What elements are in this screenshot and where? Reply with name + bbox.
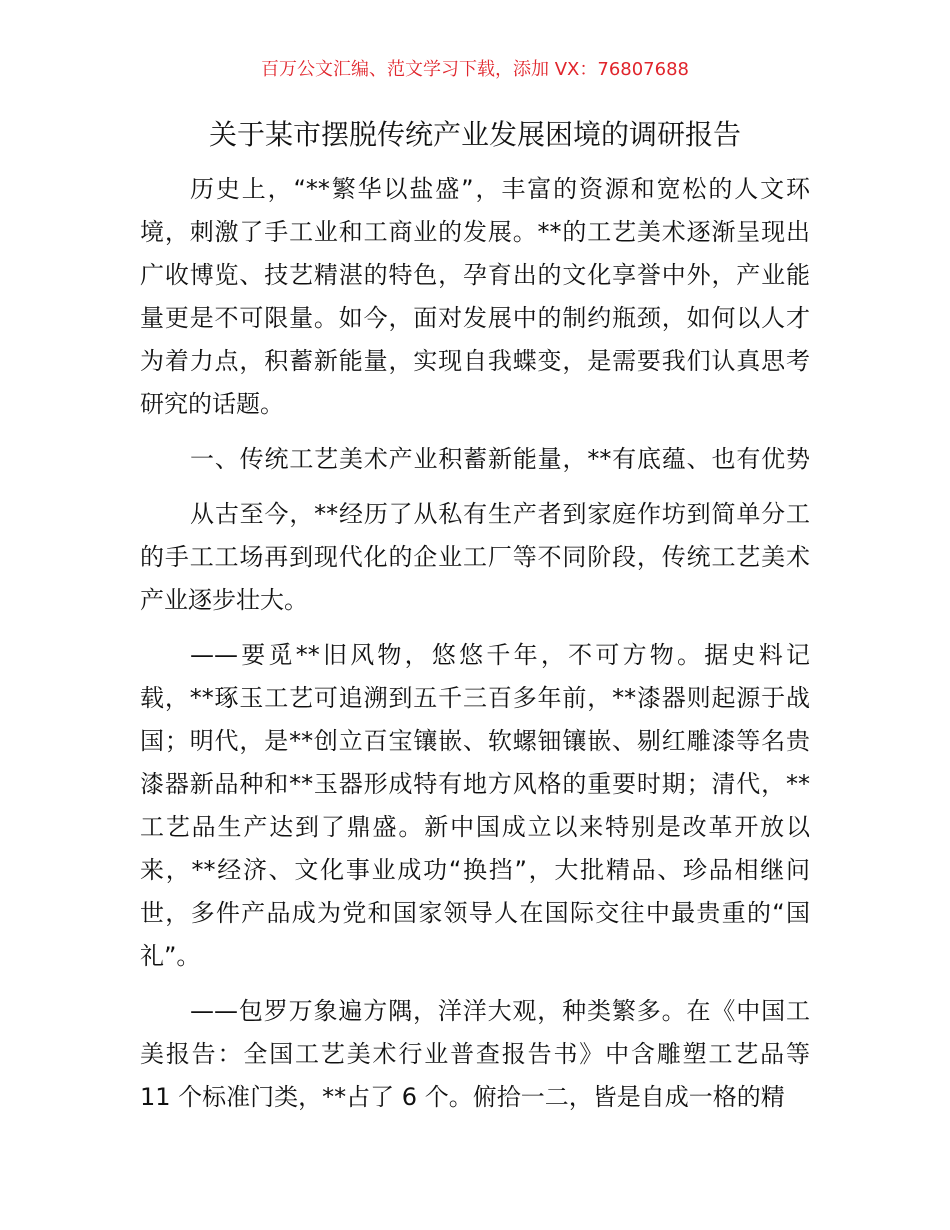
- text-line: 为着力点，积蓄新能量，实现自我蝶变，是需要我们认真思考: [140, 347, 810, 375]
- text-line: 一、传统工艺美术产业积蓄新能量，**有底蕴、也有优势: [190, 445, 810, 473]
- text-line: 境，刺激了手工业和工商业的发展。**的工艺美术逐渐呈现出: [140, 218, 810, 246]
- text-line: ——包罗万象遍方隅，洋洋大观，种类繁多。在《中国工: [190, 997, 810, 1025]
- text-line: ——要觅**旧风物，悠悠千年，不可方物。据史料记: [190, 641, 810, 669]
- paragraph: [140, 634, 810, 978]
- text-line: 美报告：全国工艺美术行业普查报告书》中含雕塑工艺品等: [140, 1040, 810, 1068]
- text-line: 工艺品生产达到了鼎盛。新中国成立以来特别是改革开放以: [140, 813, 810, 841]
- watermark-header: 百万公文汇编、范文学习下载，添加 VX：76807688: [261, 59, 689, 80]
- text-line: 漆器新品种和**玉器形成特有地方风格的重要时期；清代，**: [140, 770, 810, 798]
- document-body: [140, 168, 810, 1119]
- text-line: 国；明代，是**创立百宝镶嵌、软螺钿镶嵌、剔红雕漆等名贵: [140, 727, 810, 755]
- paragraph: [140, 493, 810, 622]
- text-line: 载，**琢玉工艺可追溯到五千三百多年前，**漆器则起源于战: [140, 684, 810, 712]
- text-line: 从古至今，**经历了从私有生产者到家庭作坊到简单分工: [190, 500, 810, 528]
- text-line: 产业逐步壮大。: [140, 586, 308, 614]
- text-line: 11 个标准门类，**占了 6 个。俯拾一二，皆是自成一格的精: [140, 1083, 785, 1111]
- text-line: 研究的话题。: [140, 390, 284, 418]
- text-line: 量更是不可限量。如今，面对发展中的制约瓶颈，如何以人才: [140, 304, 810, 332]
- text-line: 来，**经济、文化事业成功“换挡”，大批精品、珍品相继问: [140, 856, 810, 884]
- document-title: 关于某市摆脱传统产业发展困境的调研报告: [208, 118, 741, 151]
- text-line: 礼”。: [140, 942, 201, 970]
- paragraph: [140, 438, 810, 481]
- text-line: 世，多件产品成为党和国家领导人在国际交往中最贵重的“国: [140, 899, 810, 927]
- paragraph: [140, 990, 810, 1119]
- text-line: 广收博览、技艺精湛的特色，孕育出的文化享誉中外，产业能: [140, 261, 810, 289]
- text-line: 的手工工场再到现代化的企业工厂等不同阶段，传统工艺美术: [140, 543, 810, 571]
- paragraph: [140, 168, 810, 426]
- text-line: 历史上，“**繁华以盐盛”，丰富的资源和宽松的人文环: [190, 175, 810, 203]
